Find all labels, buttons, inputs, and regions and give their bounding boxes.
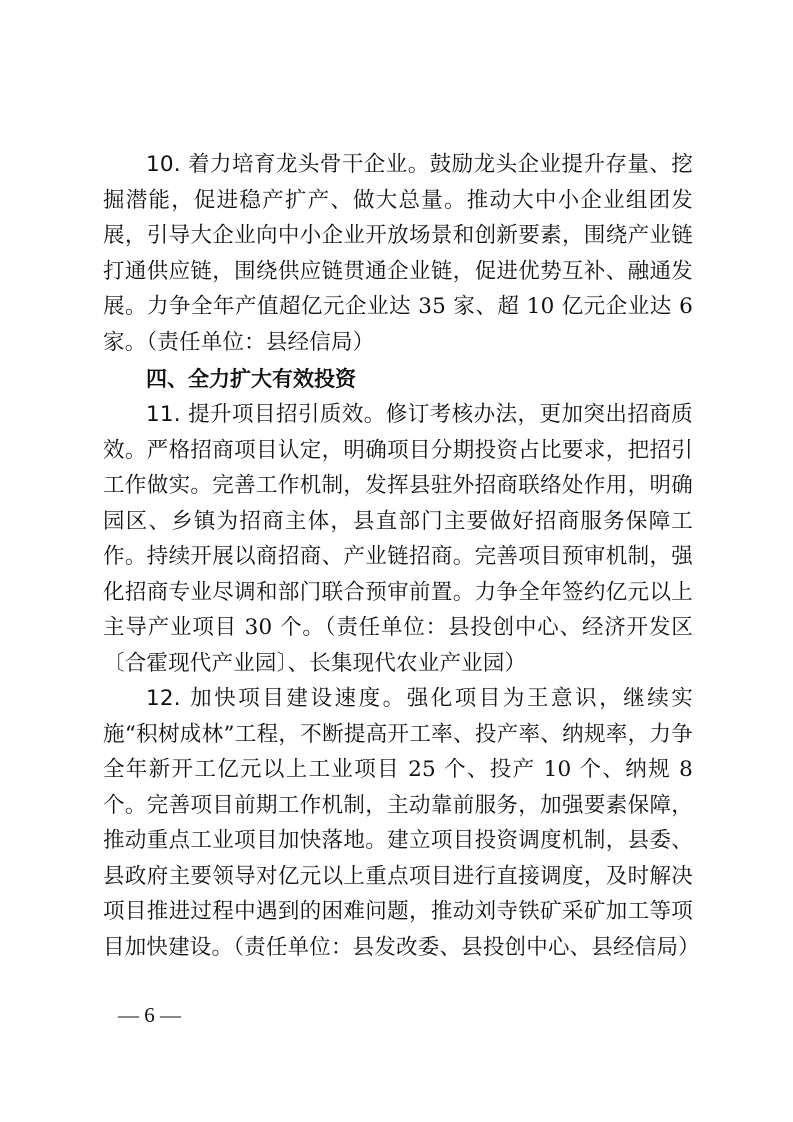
paragraph-lead: 10. 着力培育龙头骨干企业。 — [146, 152, 430, 177]
paragraph-text: 强化项目为王意识，继续实施“积树成林”工程，不断提高开工率、投产率、纳规率，力争全年新开工亿元以上工业项目 25 个、投产 10 个、纳规 8 个。完善项目前期工作机制，主动靠前服务，加强要素保障，推动重点工业项目加快落地。建立项目投资调度机制，县委、县政府主要领导对亿元以上重点项目进行直接调度，及时解决项目推进过程中遇到的困难问题，推动刘寺铁矿采矿加工等项目加快建设。（责任单位：县发改委、县投创中心、县经信局） — [103, 686, 700, 960]
paragraph-lead: 11. 提升项目招引质效。 — [146, 402, 386, 427]
document-body — [103, 147, 700, 965]
paragraph-text: 修订考核办法，更加突出招商质效。严格招商项目认定，明确项目分期投资占比要求，把招引工作做实。完善工作机制，发挥县驻外招商联络处作用，明确园区、乡镇为招商主体，县直部门主要做好招商服务保障工作。持续开展以商招商、产业链招商。完善项目预审机制，强化招商专业尽调和部门联合预审前置。力争全年签约亿元以上主导产业项目 30 个。（责任单位：县投创中心、经济开发区〔合霍现代产业园〕、长集现代农业产业园） — [103, 402, 693, 676]
paragraph-item-12 — [103, 681, 700, 965]
paragraph-item-11 — [103, 397, 693, 681]
section-heading: 四、全力扩大有效投资 — [146, 367, 356, 391]
paragraph-lead: 12. 加快项目建设速度。 — [146, 686, 407, 711]
page-number: — 6 — — [118, 1003, 181, 1027]
paragraph-item-10 — [103, 147, 693, 360]
paragraph-text: 鼓励龙头企业提升存量、挖掘潜能，促进稳产扩产、做大总量。推动大中小企业组团发展，引导大企业向中小企业开放场景和创新要素，围绕产业链打通供应链，围绕供应链贯通企业链，促进优势互补、融通发展。力争全年产值超亿元企业达 35 家、超 10 亿元企业达 6 家。（责任单位：县经信局） — [103, 152, 694, 355]
